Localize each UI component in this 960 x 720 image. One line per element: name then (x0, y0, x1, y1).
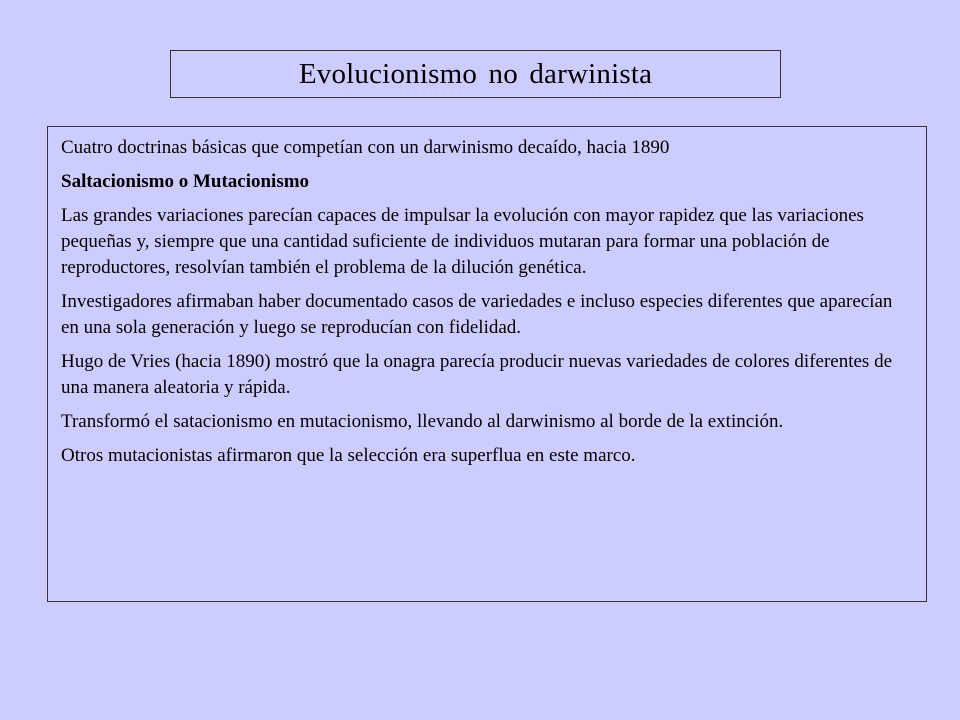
section-heading: Saltacionismo o Mutacionismo (61, 171, 310, 192)
slide-title: Evolucionismo no darwinista (298, 57, 653, 90)
body-paragraph: Otros mutacionistas afirmaron que la selección era superflua en este marco. (61, 445, 636, 466)
body-paragraph: Transformó el satacionismo en mutacionismo, llevando al darwinismo al borde de la extinción. (61, 411, 784, 432)
intro-paragraph: Cuatro doctrinas básicas que competían con un darwinismo decaído, hacia 1890 (61, 137, 670, 158)
slide-content-box (47, 126, 927, 602)
body-paragraph: Hugo de Vries (hacia 1890) mostró que la onagra parecía producir nuevas variedades de colores diferentes de una manera aleatoria y rápida. (61, 351, 893, 398)
body-paragraph: Las grandes variaciones parecían capaces de impulsar la evolución con mayor rapidez que las variaciones pequeñas y, siempre que una cantidad suficiente de individuos mutaran para formar una población de reproductores, resolvían también el problema de la dilución genética. (61, 205, 864, 278)
body-paragraph: Investigadores afirmaban haber documentado casos de variedades e incluso especies diferentes que aparecían en una sola generación y luego se reproducían con fidelidad. (61, 291, 893, 338)
slide-title-box (170, 50, 781, 98)
